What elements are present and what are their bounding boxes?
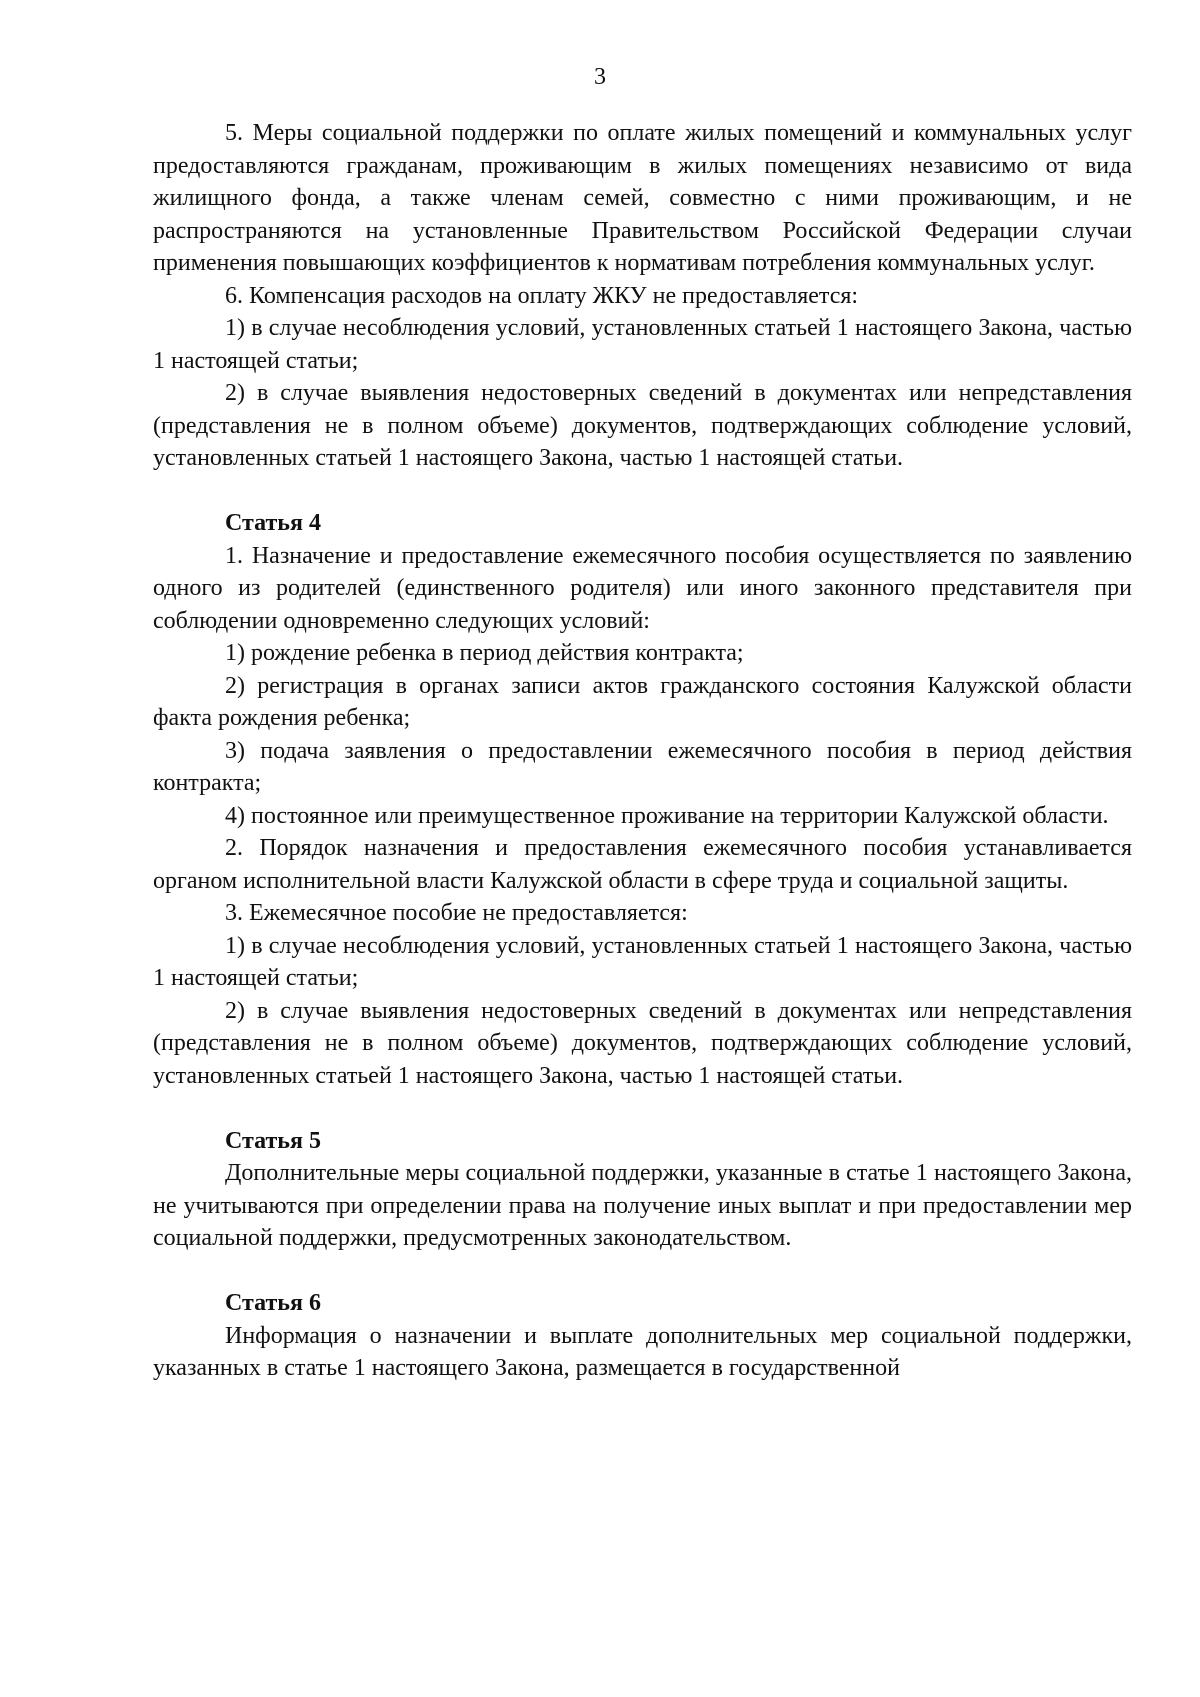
- paragraph: Дополнительные меры социальной поддержки, указанные в статье 1 настоящего Закона, не учитываются при определении права на получение иных выплат и при предоставлении мер социальной поддержки, предусмотренных законодательством.: [153, 1160, 1132, 1251]
- article-6-heading: Статья 6: [225, 1290, 321, 1316]
- article-5-heading: Статья 5: [225, 1127, 321, 1154]
- paragraph: 2. Порядок назначения и предоставления ежемесячного пособия устанавливается органом исполнительной власти Калужской области в сфере труда и социальной защиты.: [153, 835, 1132, 894]
- paragraph: 1) в случае несоблюдения условий, установленных статьей 1 настоящего Закона, частью 1 настоящей статьи;: [153, 315, 1132, 374]
- spacer: [153, 475, 1132, 508]
- spacer: [153, 1255, 1132, 1288]
- paragraph: 2) регистрация в органах записи актов гражданского состояния Калужской области факта рождения ребенка;: [153, 672, 1132, 731]
- paragraph: 1) рождение ребенка в период действия контракта;: [225, 640, 744, 666]
- paragraph: 5. Меры социальной поддержки по оплате жилых помещений и коммунальных услуг предоставляются гражданам, проживающим в жилых помещениях независимо от вида жилищного фонда, а также членам семей, совместно с ними проживающим, и не распространяются на установленные Правительством Российской Федерации случаи применения повышающих коэффициентов к нормативам потребления коммунальных услуг.: [153, 120, 1132, 276]
- paragraph: 1. Назначение и предоставление ежемесячного пособия осуществляется по заявлению одного из родителей (единственного родителя) или иного законного представителя при соблюдении одновременно следующих условий:: [153, 542, 1132, 634]
- spacer: [153, 1092, 1132, 1125]
- paragraph: 4) постоянное или преимущественное проживание на территории Калужской области.: [225, 802, 1109, 829]
- paragraph: 6. Компенсация расходов на оплату ЖКУ не предоставляется:: [225, 282, 859, 309]
- paragraph: 1) в случае несоблюдения условий, установленных статьей 1 настоящего Закона, частью 1 настоящей статьи;: [153, 932, 1132, 991]
- paragraph: 2) в случае выявления недостоверных сведений в документах или непредставления (представления не в полном объеме) документов, подтверждающих соблюдение условий, установленных статьей 1 настоящего Закона, частью 1 настоящей статьи.: [153, 380, 1132, 471]
- paragraph: 3. Ежемесячное пособие не предоставляется:: [225, 900, 688, 926]
- article-4-heading: Статья 4: [225, 510, 321, 536]
- page-number: 3: [594, 64, 606, 90]
- document-body: [153, 117, 1132, 1385]
- paragraph: 2) в случае выявления недостоверных сведений в документах или непредставления (представления не в полном объеме) документов, подтверждающих соблюдение условий, установленных статьей 1 настоящего Закона, частью 1 настоящей статьи.: [153, 997, 1132, 1089]
- paragraph: 3) подача заявления о предоставлении ежемесячного пособия в период действия контракта;: [153, 737, 1132, 796]
- paragraph: Информация о назначении и выплате дополнительных мер социальной поддержки, указанных в статье 1 настоящего Закона, размещается в государственной: [153, 1322, 1132, 1381]
